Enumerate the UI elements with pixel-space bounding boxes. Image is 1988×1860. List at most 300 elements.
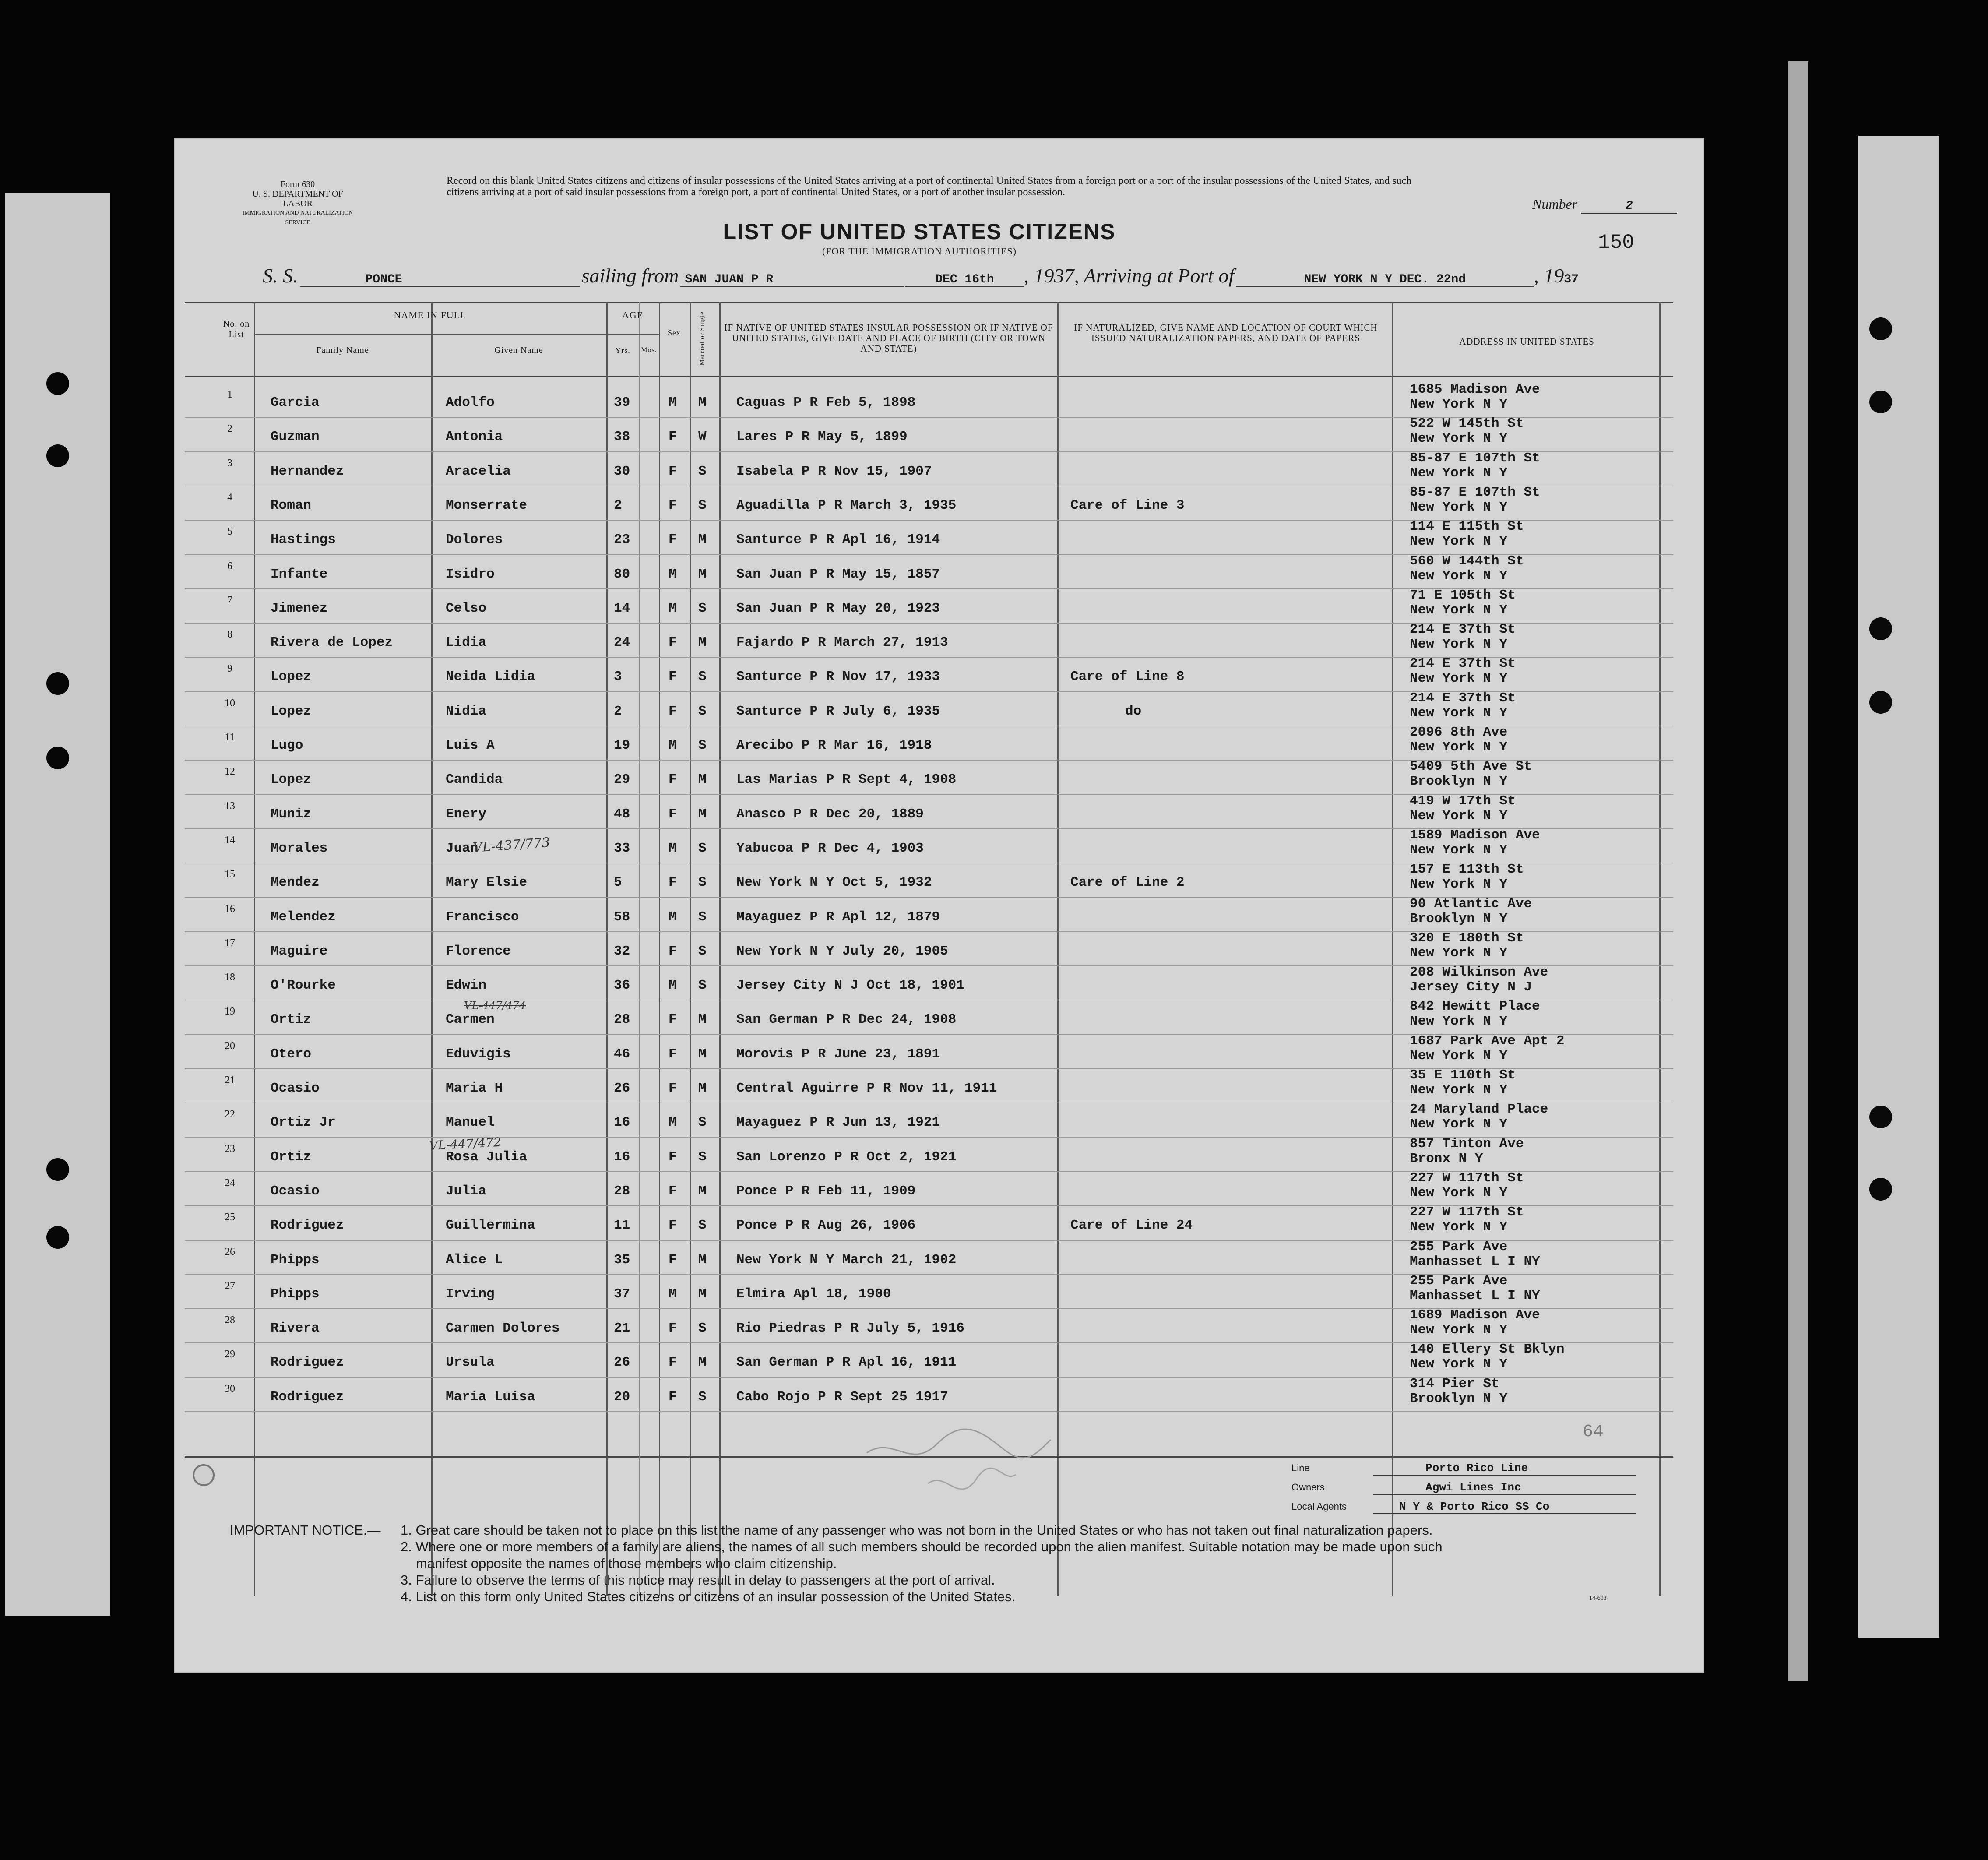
given-name: Maria Luisa bbox=[446, 1389, 535, 1405]
notice-title: IMPORTANT NOTICE.— bbox=[230, 1522, 381, 1538]
address-line-2: New York N Y bbox=[1410, 1356, 1508, 1372]
given-name: Rosa Julia bbox=[446, 1149, 528, 1165]
col-rule bbox=[606, 302, 608, 1596]
birth-place-date: Santurce P R Apl 16, 1914 bbox=[736, 532, 940, 548]
given-name: Carmen bbox=[446, 1012, 495, 1028]
address-line-1: 208 Wilkinson Ave bbox=[1410, 965, 1548, 980]
col-rule bbox=[1057, 302, 1059, 1596]
address-line-2: Brooklyn N Y bbox=[1410, 911, 1508, 926]
manifest-sheet bbox=[175, 139, 1703, 1672]
col-header-family: Family Name bbox=[316, 345, 369, 355]
age-years: 26 bbox=[614, 1081, 630, 1096]
given-name: Manuel bbox=[446, 1115, 495, 1131]
marital-status: S bbox=[698, 1218, 707, 1233]
sex: M bbox=[669, 978, 677, 993]
row-number: 13 bbox=[225, 800, 235, 812]
row-number: 21 bbox=[225, 1074, 235, 1086]
marital-status: S bbox=[698, 840, 707, 856]
page-stamp: 150 bbox=[1598, 231, 1634, 254]
address-line-2: Jersey City N J bbox=[1410, 979, 1532, 995]
marital-status: S bbox=[698, 875, 707, 891]
age-years: 21 bbox=[614, 1321, 630, 1336]
birth-place-date: Arecibo P R Mar 16, 1918 bbox=[736, 738, 932, 753]
naturalization: Care of Line 24 bbox=[1070, 1218, 1193, 1233]
col-header-birth: IF NATIVE OF UNITED STATES INSULAR POSSESSION OR IF NATIVE OF UNITED STATES, GIVE DATE AND PLACE OF BIRTH (CITY OR TOWN AND STATE) bbox=[724, 322, 1053, 354]
row-number: 14 bbox=[225, 834, 235, 846]
punch-hole bbox=[46, 1158, 69, 1181]
birth-place-date: San German P R Dec 24, 1908 bbox=[736, 1012, 957, 1028]
row-number: 8 bbox=[227, 629, 232, 641]
address-line-1: 5409 5th Ave St bbox=[1410, 759, 1532, 775]
row-number: 15 bbox=[225, 869, 235, 881]
address-line-2: New York N Y bbox=[1410, 1322, 1508, 1338]
birth-place-date: Mayaguez P R Jun 13, 1921 bbox=[736, 1115, 940, 1131]
birth-place-date: San German P R Apl 16, 1911 bbox=[736, 1355, 957, 1370]
footer-code: 14-608 bbox=[1589, 1595, 1607, 1602]
age-years: 38 bbox=[614, 429, 630, 445]
address-line-1: 90 Atlantic Ave bbox=[1410, 896, 1532, 912]
punch-hole bbox=[1869, 391, 1892, 413]
right-strip-a bbox=[1788, 61, 1808, 1681]
annotation-row14: VL-437/773 bbox=[472, 835, 551, 856]
birth-place-date: Central Aguirre P R Nov 11, 1911 bbox=[736, 1081, 997, 1096]
address-line-1: 842 Hewitt Place bbox=[1410, 999, 1540, 1015]
family-name: Morales bbox=[271, 840, 328, 856]
marital-status: M bbox=[698, 1081, 707, 1096]
col-header-sex: Sex bbox=[668, 328, 681, 337]
sex: F bbox=[669, 1321, 677, 1336]
address-line-1: 227 W 117th St bbox=[1410, 1170, 1524, 1186]
punch-hole bbox=[46, 444, 69, 467]
department: U. S. DEPARTMENT OF LABOR bbox=[252, 189, 343, 208]
given-name: Lidia bbox=[446, 635, 487, 651]
marital-status: S bbox=[698, 1321, 707, 1336]
birth-place-date: Ponce P R Feb 11, 1909 bbox=[736, 1183, 916, 1199]
address-line-2: Manhasset L I NY bbox=[1410, 1254, 1540, 1269]
marital-status: S bbox=[698, 1149, 707, 1165]
punch-hole bbox=[46, 372, 69, 395]
birth-place-date: Lares P R May 5, 1899 bbox=[736, 429, 908, 445]
page-title: LIST OF UNITED STATES CITIZENS bbox=[723, 219, 1116, 244]
family-name: Guzman bbox=[271, 429, 320, 445]
punch-hole bbox=[46, 747, 69, 769]
number-field bbox=[1532, 196, 1677, 214]
age-years: 36 bbox=[614, 978, 630, 993]
age-years: 80 bbox=[614, 566, 630, 582]
sex: F bbox=[669, 875, 677, 891]
row-number: 25 bbox=[225, 1212, 235, 1223]
sail-year: 1937 bbox=[1034, 264, 1074, 287]
age-years: 46 bbox=[614, 1046, 630, 1062]
address-line-2: Brooklyn N Y bbox=[1410, 774, 1508, 789]
address-line-1: 314 Pier St bbox=[1410, 1376, 1499, 1391]
row-number: 5 bbox=[227, 526, 232, 538]
service: IMMIGRATION AND NATURALIZATION SERVICE bbox=[242, 210, 353, 226]
birth-place-date: San Lorenzo P R Oct 2, 1921 bbox=[736, 1149, 957, 1165]
age-years: 48 bbox=[614, 806, 630, 822]
family-name: Rivera bbox=[271, 1321, 320, 1336]
address-line-2: New York N Y bbox=[1410, 1014, 1508, 1029]
birth-place-date: San Juan P R May 20, 1923 bbox=[736, 600, 940, 616]
address-line-1: 2096 8th Ave bbox=[1410, 725, 1508, 740]
address-line-2: New York N Y bbox=[1410, 534, 1508, 550]
sex: M bbox=[669, 566, 677, 582]
family-name: Mendez bbox=[271, 875, 320, 891]
age-years: 29 bbox=[614, 772, 630, 788]
family-name: Infante bbox=[271, 566, 328, 582]
given-name: Edwin bbox=[446, 978, 487, 993]
punch-hole bbox=[46, 672, 69, 695]
address-line-2: New York N Y bbox=[1410, 637, 1508, 652]
address-line-2: New York N Y bbox=[1410, 808, 1508, 824]
age-years: 16 bbox=[614, 1149, 630, 1165]
birth-place-date: Santurce P R Nov 17, 1933 bbox=[736, 669, 940, 685]
punch-hole bbox=[46, 1226, 69, 1249]
address-line-1: 255 Park Ave bbox=[1410, 1239, 1508, 1254]
age-years: 24 bbox=[614, 635, 630, 651]
row-number: 29 bbox=[225, 1349, 235, 1360]
family-name: Lugo bbox=[271, 738, 303, 753]
col-rule bbox=[1392, 302, 1393, 1596]
sex: F bbox=[669, 669, 677, 685]
age-years: 14 bbox=[614, 600, 630, 616]
given-name: Monserrate bbox=[446, 497, 528, 513]
row-number: 22 bbox=[225, 1109, 235, 1120]
row-number: 12 bbox=[225, 766, 235, 778]
marital-status: S bbox=[698, 463, 707, 479]
family-name: Ortiz bbox=[271, 1149, 312, 1165]
address-line-2: New York N Y bbox=[1410, 465, 1508, 481]
sex: F bbox=[669, 943, 677, 959]
annotation-row23: VL-447/472 bbox=[429, 1134, 502, 1153]
address-line-2: New York N Y bbox=[1410, 1117, 1508, 1132]
family-name: Roman bbox=[271, 497, 312, 513]
col-header-age: AGE bbox=[622, 310, 644, 321]
marital-status: S bbox=[698, 669, 707, 685]
family-name: Otero bbox=[271, 1046, 312, 1062]
row-number: 28 bbox=[225, 1314, 235, 1326]
header-bottom-rule bbox=[185, 376, 1673, 377]
given-name: Maria H bbox=[446, 1081, 503, 1096]
birth-place-date: San Juan P R May 15, 1857 bbox=[736, 566, 940, 582]
given-name: Antonia bbox=[446, 429, 503, 445]
punch-hole bbox=[1869, 1178, 1892, 1201]
address-line-1: 71 E 105th St bbox=[1410, 587, 1516, 603]
given-name: Carmen Dolores bbox=[446, 1321, 560, 1336]
given-name: Guillermina bbox=[446, 1218, 535, 1233]
given-name: Ursula bbox=[446, 1355, 495, 1370]
col-rule bbox=[639, 302, 640, 1596]
given-name: Nidia bbox=[446, 703, 487, 719]
sex: F bbox=[669, 532, 677, 548]
sail-date: DEC 16th bbox=[905, 273, 1024, 287]
left-film-strip bbox=[5, 193, 110, 1616]
family-name: Muniz bbox=[271, 806, 312, 822]
annotation-row18: VL-447/474 bbox=[464, 1000, 526, 1012]
address-line-2: New York N Y bbox=[1410, 1048, 1508, 1064]
sex: F bbox=[669, 1218, 677, 1233]
birth-place-date: Ponce P R Aug 26, 1906 bbox=[736, 1218, 916, 1233]
naturalization: Care of Line 3 bbox=[1070, 497, 1185, 513]
age-years: 30 bbox=[614, 463, 630, 479]
address-line-2: New York N Y bbox=[1410, 1082, 1508, 1098]
age-years: 37 bbox=[614, 1286, 630, 1302]
address-line-2: New York N Y bbox=[1410, 1185, 1508, 1201]
given-name: Neida Lidia bbox=[446, 669, 535, 685]
address-line-2: New York N Y bbox=[1410, 671, 1508, 687]
marital-status: S bbox=[698, 600, 707, 616]
col-rule bbox=[719, 302, 721, 1596]
address-line-1: 1685 Madison Ave bbox=[1410, 382, 1540, 397]
address-line-1: 85-87 E 107th St bbox=[1410, 450, 1540, 466]
age-years: 23 bbox=[614, 532, 630, 548]
col-header-yrs: Yrs. bbox=[615, 346, 630, 355]
family-name: Rodriguez bbox=[271, 1389, 344, 1405]
notice-item-2-cont: manifest opposite the names of those members who claim citizenship. bbox=[416, 1556, 837, 1571]
birth-place-date: Caguas P R Feb 5, 1898 bbox=[736, 395, 916, 410]
address-line-1: 140 Ellery St Bklyn bbox=[1410, 1342, 1565, 1357]
address-line-2: New York N Y bbox=[1410, 877, 1508, 892]
row-number: 24 bbox=[225, 1177, 235, 1189]
col-header-name: NAME IN FULL bbox=[394, 310, 467, 321]
row-number: 18 bbox=[225, 972, 235, 983]
age-years: 33 bbox=[614, 840, 630, 856]
address-line-1: 24 Maryland Place bbox=[1410, 1102, 1548, 1117]
address-line-1: 419 W 17th St bbox=[1410, 793, 1516, 809]
sex: M bbox=[669, 840, 677, 856]
owners-value: Agwi Lines Inc bbox=[1373, 1481, 1636, 1495]
sex: M bbox=[669, 600, 677, 616]
sailing-from: SAN JUAN P R bbox=[680, 273, 904, 287]
marital-status: M bbox=[698, 1252, 707, 1268]
family-name: Phipps bbox=[271, 1252, 320, 1268]
name-sub-rule bbox=[254, 334, 606, 335]
sex: F bbox=[669, 429, 677, 445]
age-years: 16 bbox=[614, 1115, 630, 1131]
given-name: Juan bbox=[446, 840, 479, 856]
address-line-2: New York N Y bbox=[1410, 740, 1508, 755]
notice-item-3: 3. Failure to observe the terms of this notice may result in delay to passengers at the port of arrival. bbox=[401, 1572, 995, 1588]
family-name: Melendez bbox=[271, 909, 336, 925]
age-years: 19 bbox=[614, 738, 630, 753]
age-sub-rule bbox=[606, 334, 659, 335]
sex: F bbox=[669, 1389, 677, 1405]
age-years: 3 bbox=[614, 669, 622, 685]
col-header-married: Married or Single bbox=[699, 311, 706, 366]
signature-scribble bbox=[858, 1418, 1059, 1523]
age-years: 11 bbox=[614, 1218, 630, 1233]
sex: F bbox=[669, 1183, 677, 1199]
sex: F bbox=[669, 497, 677, 513]
address-line-1: 114 E 115th St bbox=[1410, 519, 1524, 535]
family-name: Lopez bbox=[271, 703, 312, 719]
family-name: Rivera de Lopez bbox=[271, 635, 393, 651]
given-name: Adolfo bbox=[446, 395, 495, 410]
given-name: Irving bbox=[446, 1286, 495, 1302]
birth-place-date: Cabo Rojo P R Sept 25 1917 bbox=[736, 1389, 948, 1405]
family-name: Ortiz Jr bbox=[271, 1115, 336, 1131]
important-notice bbox=[230, 1522, 1675, 1605]
address-line-1: 214 E 37th St bbox=[1410, 690, 1516, 706]
address-line-1: 214 E 37th St bbox=[1410, 656, 1516, 672]
punch-hole bbox=[1869, 617, 1892, 640]
family-name: Maguire bbox=[271, 943, 328, 959]
sex: F bbox=[669, 1081, 677, 1096]
age-years: 28 bbox=[614, 1183, 630, 1199]
punch-hole bbox=[1869, 1106, 1892, 1128]
given-name: Mary Elsie bbox=[446, 875, 528, 891]
sex: M bbox=[669, 909, 677, 925]
age-years: 26 bbox=[614, 1355, 630, 1370]
sex: F bbox=[669, 1046, 677, 1062]
row-number: 7 bbox=[227, 594, 232, 606]
family-name: Rodriguez bbox=[271, 1355, 344, 1370]
number-label: Number bbox=[1532, 196, 1578, 212]
arriving-label: Arriving at Port of bbox=[1084, 264, 1235, 287]
given-name: Candida bbox=[446, 772, 503, 788]
address-line-2: New York N Y bbox=[1410, 1219, 1508, 1235]
birth-place-date: New York N Y March 21, 1902 bbox=[736, 1252, 957, 1268]
col-header-given: Given Name bbox=[494, 345, 543, 355]
marital-status: M bbox=[698, 566, 707, 582]
row-number: 16 bbox=[225, 903, 235, 915]
address-line-1: 35 E 110th St bbox=[1410, 1067, 1516, 1083]
birth-place-date: Fajardo P R March 27, 1913 bbox=[736, 635, 948, 651]
family-name: Phipps bbox=[271, 1286, 320, 1302]
row-number: 6 bbox=[227, 560, 232, 572]
ss-label: S. S. bbox=[263, 264, 298, 287]
row-number: 30 bbox=[225, 1383, 235, 1395]
address-line-1: 1689 Madison Ave bbox=[1410, 1307, 1540, 1323]
address-line-1: 320 E 180th St bbox=[1410, 930, 1524, 946]
given-name: Isidro bbox=[446, 566, 495, 582]
given-name: Luis A bbox=[446, 738, 495, 753]
given-name: Aracelia bbox=[446, 463, 511, 479]
age-years: 2 bbox=[614, 703, 622, 719]
marital-status: S bbox=[698, 703, 707, 719]
address-line-2: New York N Y bbox=[1410, 945, 1508, 961]
row-number: 20 bbox=[225, 1040, 235, 1052]
birth-place-date: Elmira Apl 18, 1900 bbox=[736, 1286, 891, 1302]
marital-status: S bbox=[698, 978, 707, 993]
notice-item-2: 2. Where one or more members of a family are aliens, the names of all such members should be recorded upon the alien manifest. Suitable notation may be made upon such bbox=[401, 1539, 1443, 1554]
family-name: Ocasio bbox=[271, 1081, 320, 1096]
sex: F bbox=[669, 463, 677, 479]
given-name: Celso bbox=[446, 600, 487, 616]
address-line-2: Brooklyn N Y bbox=[1410, 1391, 1508, 1406]
naturalization: Care of Line 8 bbox=[1070, 669, 1185, 685]
family-name: Garcia bbox=[271, 395, 320, 410]
birth-place-date: New York N Y July 20, 1905 bbox=[736, 943, 948, 959]
address-line-1: 255 Park Ave bbox=[1410, 1273, 1508, 1289]
marital-status: M bbox=[698, 532, 707, 548]
address-line-1: 227 W 117th St bbox=[1410, 1205, 1524, 1220]
row-number: 10 bbox=[225, 697, 235, 709]
sex: M bbox=[669, 738, 677, 753]
given-name: Alice L bbox=[446, 1252, 503, 1268]
birth-place-date: New York N Y Oct 5, 1932 bbox=[736, 875, 932, 891]
owners-label: Owners bbox=[1291, 1482, 1325, 1493]
address-line-2: New York N Y bbox=[1410, 499, 1508, 515]
sex: F bbox=[669, 703, 677, 719]
line-value: Porto Rico Line bbox=[1373, 1462, 1636, 1476]
agents-label: Local Agents bbox=[1291, 1501, 1347, 1512]
marital-status: M bbox=[698, 806, 707, 822]
page-subtitle: (FOR THE IMMIGRATION AUTHORITIES) bbox=[822, 246, 1017, 257]
row-number: 4 bbox=[227, 491, 232, 503]
family-name: Ortiz bbox=[271, 1012, 312, 1028]
punch-ring bbox=[193, 1464, 215, 1486]
marital-status: S bbox=[698, 943, 707, 959]
col-header-no: No. on List bbox=[223, 319, 250, 339]
marital-status: S bbox=[698, 738, 707, 753]
row-number: 2 bbox=[227, 423, 232, 435]
number-value: 2 bbox=[1581, 199, 1677, 214]
row-number: 19 bbox=[225, 1006, 235, 1018]
marital-status: S bbox=[698, 1115, 707, 1131]
birth-place-date: Morovis P R June 23, 1891 bbox=[736, 1046, 940, 1062]
age-years: 2 bbox=[614, 497, 622, 513]
form-id-block bbox=[241, 180, 355, 228]
given-name: Francisco bbox=[446, 909, 519, 925]
birth-place-date: Anasco P R Dec 20, 1889 bbox=[736, 806, 924, 822]
marital-status: M bbox=[698, 1355, 707, 1370]
age-years: 32 bbox=[614, 943, 630, 959]
birth-place-date: Mayaguez P R Apl 12, 1879 bbox=[736, 909, 940, 925]
marital-status: M bbox=[698, 772, 707, 788]
form-number: Form 630 bbox=[280, 180, 315, 189]
sailing-line: S. S. PONCE sailing from SAN JUAN P R DEC 16th , 1937, Arriving at Port of NEW YORK N Y DEC. 22nd , 1937 bbox=[263, 264, 1579, 287]
col-rule bbox=[659, 302, 660, 1596]
marital-status: M bbox=[698, 1286, 707, 1302]
notice-item-1: 1. Great care should be taken not to place on this list the name of any passenger who was not born in the United States or who has not taken out final naturalization papers. bbox=[401, 1522, 1433, 1538]
sex: F bbox=[669, 806, 677, 822]
marital-status: M bbox=[698, 1012, 707, 1028]
row-number: 23 bbox=[225, 1143, 235, 1155]
address-line-1: 1687 Park Ave Apt 2 bbox=[1410, 1033, 1565, 1049]
age-years: 35 bbox=[614, 1252, 630, 1268]
address-line-1: 522 W 145th St bbox=[1410, 416, 1524, 432]
sailing-label: sailing from bbox=[581, 264, 679, 287]
marital-status: M bbox=[698, 1183, 707, 1199]
sex: F bbox=[669, 1012, 677, 1028]
naturalization: do bbox=[1125, 703, 1142, 719]
row-number: 17 bbox=[225, 937, 235, 949]
birth-place-date: Yabucoa P R Dec 4, 1903 bbox=[736, 840, 924, 856]
year-prefix: 19 bbox=[1544, 264, 1564, 287]
address-line-2: Manhasset L I NY bbox=[1410, 1288, 1540, 1303]
sex: M bbox=[669, 395, 677, 410]
punch-hole bbox=[1869, 691, 1892, 714]
col-rule bbox=[254, 302, 255, 1596]
row-number: 9 bbox=[227, 663, 232, 675]
birth-place-date: Santurce P R July 6, 1935 bbox=[736, 703, 940, 719]
col-rule bbox=[1659, 302, 1661, 1596]
age-years: 28 bbox=[614, 1012, 630, 1028]
instructions-text: Record on this blank United States citizens and citizens of insular possessions of the United States arriving at a port of continental United States from a foreign port or a port of the insular possessions of the United States, and such citizens arriving at a port of said insular possessions from a foreign port, a port of continental United States, or a port of another insular possession. bbox=[447, 175, 1412, 198]
given-name: Enery bbox=[446, 806, 487, 822]
given-name: Julia bbox=[446, 1183, 487, 1199]
address-line-2: New York N Y bbox=[1410, 842, 1508, 858]
birth-place-date: Rio Piedras P R July 5, 1916 bbox=[736, 1321, 964, 1336]
line-block bbox=[1291, 1462, 1642, 1519]
address-line-1: 85-87 E 107th St bbox=[1410, 484, 1540, 500]
family-name: Lopez bbox=[271, 772, 312, 788]
given-name: Florence bbox=[446, 943, 511, 959]
address-line-1: 214 E 37th St bbox=[1410, 622, 1516, 638]
row-number: 1 bbox=[227, 389, 232, 400]
sex: M bbox=[669, 1115, 677, 1131]
